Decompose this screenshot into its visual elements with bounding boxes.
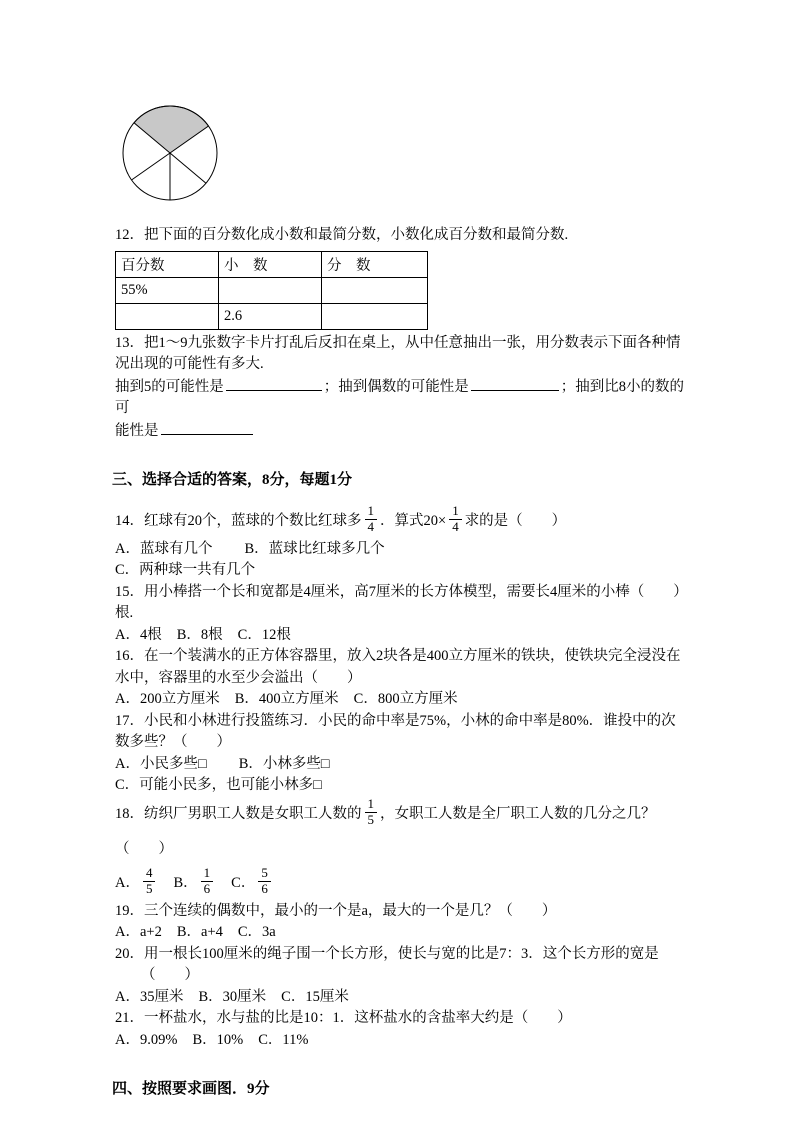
question-14-option-c (115, 560, 687, 582)
fraction: $\frac{1}{5}$ (365, 797, 378, 828)
q13-label-2: ；抽到偶数的可能性是 (323, 378, 469, 395)
fraction: $\frac{1}{4}$ (365, 504, 378, 535)
question-16-text: 16．在一个装满水的正方体容器里，放入2块各是400立方厘米的铁块，使铁块完全浸没在水中，容器里的水至少会溢出（ ） (115, 648, 681, 686)
header-percent: 百分数 (116, 251, 219, 277)
question-21-options (115, 1030, 687, 1052)
fraction: $\frac{5}{6}$ (258, 866, 271, 897)
question-20-text: 20．用一根长100厘米的绳子围一个长方形，使长与宽的比是7：3．这个长方形的宽是 (115, 945, 659, 962)
question-17-text: 17．小民和小林进行投篮练习．小民的命中率是75%，小林的命中率是80%．谁投中的次数多些？（ ） (115, 712, 676, 751)
option-a: A．a+2 (115, 924, 162, 941)
option-b: B． $\frac{1}{6}$ (173, 875, 216, 891)
answer-blank (226, 376, 322, 391)
q14-text-2: ．算式20× (380, 512, 447, 529)
question-20-answer-parens: （ ） (141, 967, 199, 984)
pie-chart-figure (121, 104, 687, 207)
option-b: B．小林多些□ (238, 755, 330, 772)
option-c: C．3a (237, 924, 276, 941)
option-c: C．两种球一共有几个 (115, 562, 256, 579)
option-a: A．蓝球有几个 (115, 540, 213, 557)
question-16-options (115, 689, 687, 711)
fraction: $\frac{1}{6}$ (201, 866, 214, 897)
table-header-row (116, 251, 428, 277)
option-a: A．35厘米 (115, 988, 184, 1005)
q18-text-1: 18．纺织厂男职工人数是女职工人数的 (115, 805, 362, 822)
q12-conversion-table (115, 251, 428, 330)
option-b: B．8根 (176, 626, 223, 643)
answer-blank (161, 420, 253, 435)
cell-percent-value: 55% (116, 277, 219, 303)
question-13-blanks (115, 376, 687, 443)
question-20-options (115, 987, 687, 1009)
option-c: C．15厘米 (281, 988, 349, 1005)
option-a: A．200立方厘米 (115, 691, 220, 708)
question-12-text: 12．把下面的百分数化成小数和最简分数，小数化成百分数和最简分数. (115, 227, 569, 243)
question-15-options (115, 625, 687, 647)
pie-chart (121, 104, 219, 202)
section-3-heading: 三、选择合适的答案，8分，每题1分 (112, 472, 353, 488)
option-a: A．4根 (115, 626, 162, 643)
fraction: $\frac{4}{5}$ (143, 866, 156, 897)
option-c: C．可能小民多，也可能小林多□ (115, 777, 322, 794)
option-a: A． $\frac{4}{5}$ (115, 875, 158, 891)
cell-empty (116, 303, 219, 329)
question-21-text: 21．一杯盐水，水与盐的比是10：1．这杯盐水的含盐率大约是（ ） (115, 1010, 572, 1027)
table-row (116, 277, 428, 303)
header-decimal: 小 数 (219, 251, 322, 277)
cell-empty (322, 303, 428, 329)
option-b: B．a+4 (176, 924, 223, 941)
question-19-options (115, 922, 687, 944)
question-19-text: 19．三个连续的偶数中，最小的一个是a，最大的一个是几？（ ） (115, 902, 557, 919)
table-row (116, 303, 428, 329)
question-18-options (115, 866, 687, 901)
option-b: B．10% (192, 1031, 244, 1048)
option-c: C．11% (258, 1031, 309, 1048)
question-18-text (115, 797, 687, 866)
question-17-option-c (115, 775, 687, 797)
header-fraction: 分 数 (322, 251, 428, 277)
section-4-heading: 四、按照要求画图．9分 (112, 1081, 270, 1098)
option-a: A．小民多些□ (115, 755, 207, 772)
q13-label-4: 能性是 (115, 422, 159, 439)
q14-text-1: 14．红球有20个，蓝球的个数比红球多 (115, 512, 362, 529)
question-13-text: 13．把1～9九张数字卡片打乱后反扣在桌上，从中任意抽出一张，用分数表示下面各种情况出现的可能性有多大. (115, 334, 681, 372)
option-c: C．800立方厘米 (353, 691, 458, 708)
question-17-options-ab (115, 754, 687, 776)
cell-decimal-value: 2.6 (219, 303, 322, 329)
option-c: C． $\frac{5}{6}$ (231, 875, 274, 891)
question-14-options-ab (115, 539, 687, 561)
q14-text-3: 求的是（ ） (464, 512, 567, 529)
answer-blank (471, 376, 559, 391)
q13-label-1: 抽到5的可能性是 (115, 378, 224, 395)
option-b: B．400立方厘米 (234, 691, 339, 708)
pie-divider (132, 153, 171, 180)
q18-text-2: ，女职工人数是全厂职工人数的几分之几？（ ） (115, 805, 656, 857)
option-a: A．9.09% (115, 1031, 178, 1048)
option-b: B．蓝球比红球多几个 (244, 540, 385, 557)
q13-label-3: ；抽到比8小的数的可 (115, 378, 684, 416)
cell-empty (219, 277, 322, 303)
cell-empty (322, 277, 428, 303)
option-b: B．30厘米 (198, 988, 267, 1005)
question-15-text: 15．用小棒搭一个长和宽都是4厘米，高7厘米的长方体模型，需要长4厘米的小棒（ ）根. (115, 583, 681, 622)
fraction: $\frac{1}{4}$ (449, 504, 462, 535)
question-14-text (115, 504, 687, 539)
option-c: C．12根 (237, 626, 291, 643)
pie-divider (170, 153, 206, 183)
